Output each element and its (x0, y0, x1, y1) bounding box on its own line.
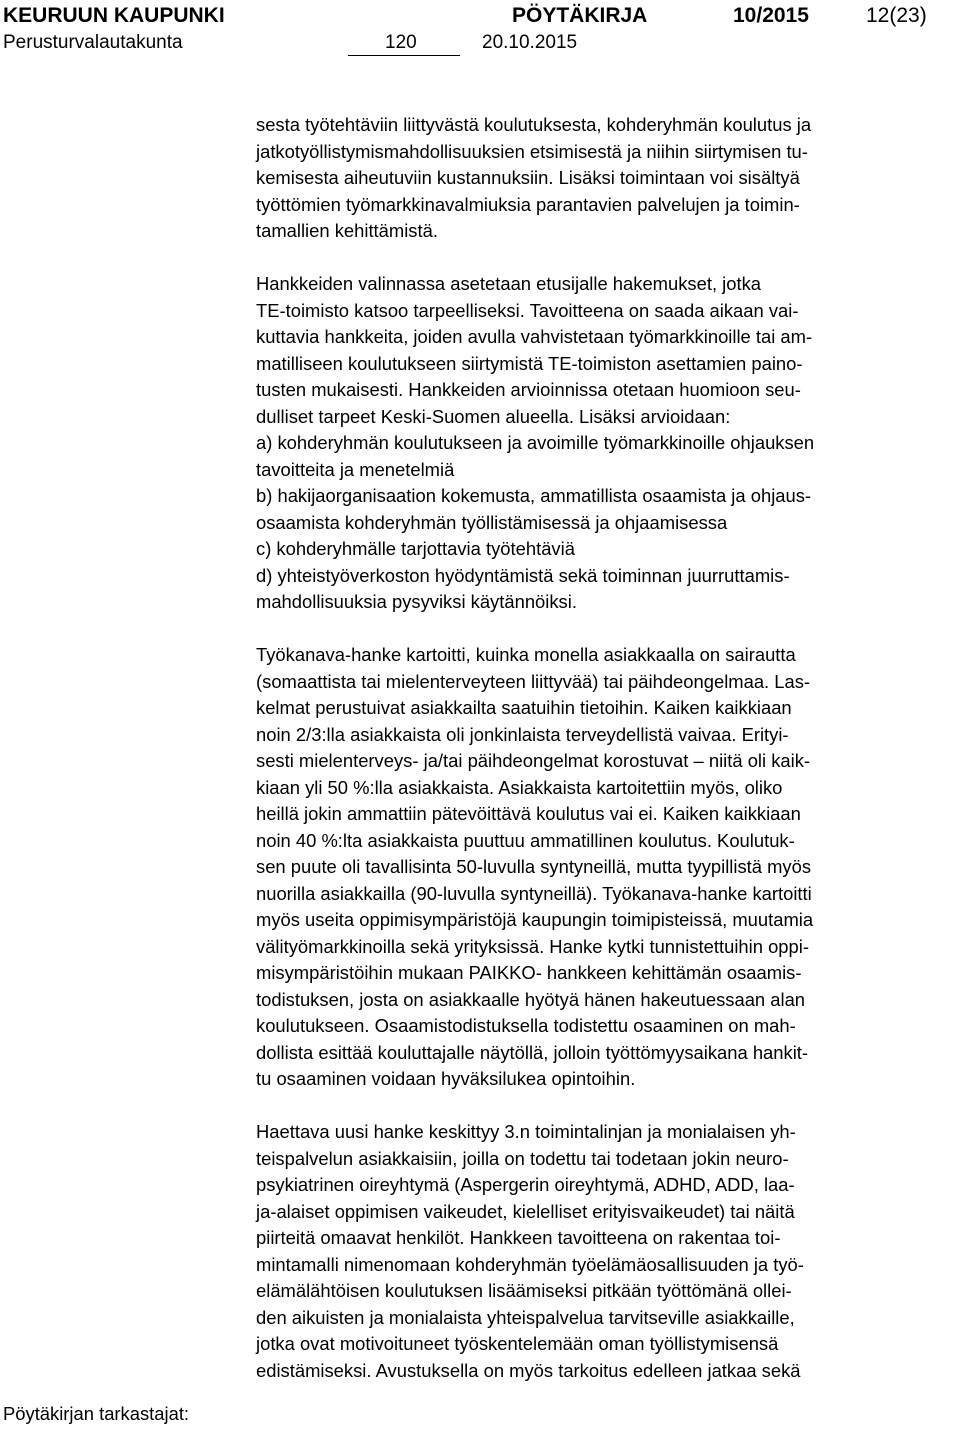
minutes-reviewers-label: Pöytäkirjan tarkastajat: (3, 1403, 190, 1424)
text-line: elämälähtöisen koulutuksen lisäämiseksi pitkään työttömänä ollei- (256, 1280, 792, 1301)
text-line: (somaattista tai mielenterveyteen liittyvää) tai päihdeongelmaa. Las- (256, 670, 811, 692)
text-line: edistämiseksi. Avustuksella on myös tarkoitus edelleen jatkaa sekä (256, 1359, 801, 1381)
text-line: TE-toimisto katsoo tarpeelliseksi. Tavoitteena on saada aikaan vai- (256, 299, 799, 321)
text-line: kelmat perustuivat asiakkailta saatuihin tietoihin. Kaiken kaikkiaan (256, 697, 792, 718)
text-line: Hankkeiden valinnassa asetetaan etusijalle hakemukset, jotka (256, 273, 762, 294)
text-line: c) kohderyhmälle tarjottavia työtehtäviä (256, 538, 575, 559)
text-line: mintamalli nimenomaan kohderyhmän työelämäosallisuuden ja työ- (256, 1253, 804, 1275)
text-line: dulliset tarpeet Keski-Suomen alueella. Lisäksi arvioidaan: (256, 405, 731, 427)
text-line: dollista esittää kouluttajalle näytöllä, jolloin työttömyysaikana hankit- (256, 1041, 809, 1063)
organization-name: KEURUUN KAUPUNKI (3, 4, 225, 27)
paragraph (256, 1119, 957, 1384)
text-line: kemisesta aiheutuviin kustannuksiin. Lisäksi toimintaan voi sisältyä (256, 167, 800, 188)
text-line: osaamista kohderyhmän työllistämisessä ja ohjaamisessa (256, 511, 728, 533)
text-line: Työkanava-hanke kartoitti, kuinka monella asiakkaalla on sairautta (256, 644, 796, 665)
text-line: sesta työtehtäviin liittyvästä koulutuksesta, kohderyhmän koulutus ja (256, 114, 812, 135)
text-line: myös useita oppimisympäristöjä kaupungin toimipisteissä, muutamia (256, 909, 814, 930)
text-line: matilliseen koulutukseen siirtymistä TE-toimiston asettamien paino- (256, 352, 803, 374)
text-line: piirteitä omaavat henkilöt. Hankkeen tavoitteena on rakentaa toi- (256, 1227, 781, 1248)
text-line: tusten mukaisesti. Hankkeiden arvioinnissa otetaan huomioon seu- (256, 379, 801, 400)
text-line: välityömarkkinoilla sekä yrityksissä. Hanke kytki tunnistettuihin oppi- (256, 935, 809, 957)
text-line: tu osaaminen voidaan hyväksilukea opintoihin. (256, 1068, 636, 1089)
text-line: tavoitteita ja menetelmiä (256, 458, 455, 480)
committee-name: Perusturvalautakunta (3, 32, 183, 53)
text-line: b) hakijaorganisaation kokemusta, ammatillista osaamista ja ohjaus- (256, 485, 812, 506)
text-line: heillä jokin ammattiin pätevöittävä koulutus vai ei. Kaiken kaikkiaan (256, 803, 801, 824)
text-line: tamallien kehittämistä. (256, 220, 438, 241)
text-line: työttömien työmarkkinavalmiuksia parantavien palvelujen ja toimin- (256, 193, 800, 215)
text-line: kuttavia hankkeita, joiden avulla vahvistetaan työmarkkinoille tai am- (256, 326, 813, 347)
text-line: jotka ovat motivoituneet työskentelemään oman työllistymisensä (256, 1333, 779, 1354)
text-line: sesti mielenterveys- ja/tai päihdeongelmat korostuvat – niitä oli kaik- (256, 750, 811, 771)
paragraph (256, 271, 957, 616)
text-line: Haettava uusi hanke keskittyy 3.n toimintalinjan ja monialaisen yh- (256, 1121, 796, 1142)
text-line: kiaan yli 50 %:lla asiakkaista. Asiakkaista kartoitettiin myös, oliko (256, 776, 783, 798)
document-type: PÖYTÄKIRJA (512, 4, 648, 27)
meeting-date: 20.10.2015 (482, 32, 578, 53)
text-line: noin 2/3:lla asiakkaista oli jonkinlaista terveydellistä vaivaa. Erityi- (256, 723, 789, 745)
text-line: todistuksen, josta on asiakkaalle hyötyä hänen hakeutuessaan alan (256, 988, 806, 1010)
text-line: den aikuisten ja monialaista yhteispalvelua tarvitseville asiakkaille, (256, 1306, 795, 1328)
text-line: d) yhteistyöverkoston hyödyntämistä sekä toiminnan juurruttamis- (256, 564, 790, 586)
text-line: ja-alaiset oppimisen vaikeudet, kielelliset erityisvaikeudet) tai näitä (256, 1200, 795, 1222)
text-line: a) kohderyhmän koulutukseen ja avoimille työmarkkinoille ohjauksen (256, 432, 815, 453)
paragraph (256, 112, 957, 245)
text-line: jatkotyöllistymismahdollisuuksien etsimisestä ja niihin siirtymisen tu- (256, 140, 808, 162)
text-line: nuorilla asiakkailla (90-luvulla syntyneillä). Työkanava-hanke kartoitti (256, 882, 812, 904)
paragraph (256, 642, 957, 1093)
text-line: teispalvelun asiakkaisiin, joilla on todettu tai todetaan jokin neuro- (256, 1147, 789, 1169)
text-line: mahdollisuuksia pysyviksi käytännöiksi. (256, 591, 577, 612)
page-number: 12(23) (866, 4, 927, 27)
document-body (256, 112, 957, 1384)
text-line: misympäristöihin mukaan PAIKKO- hankkeen kehittämän osaamis- (256, 962, 802, 983)
text-line: koulutukseen. Osaamistodistuksella todistettu osaaminen on mah- (256, 1015, 796, 1036)
section-underline (348, 55, 460, 56)
text-line: psykiatrinen oireyhtymä (Aspergerin oireyhtymä, ADHD, ADD, laa- (256, 1174, 795, 1195)
document-number: 10/2015 (733, 4, 809, 27)
text-line: sen puute oli tavallisinta 50-luvulla syntyneillä, mutta tyypillistä myös (256, 856, 812, 877)
section-number: 120 (385, 32, 417, 53)
text-line: noin 40 %:lta asiakkaista puuttuu ammatillinen koulutus. Koulutuk- (256, 829, 795, 851)
